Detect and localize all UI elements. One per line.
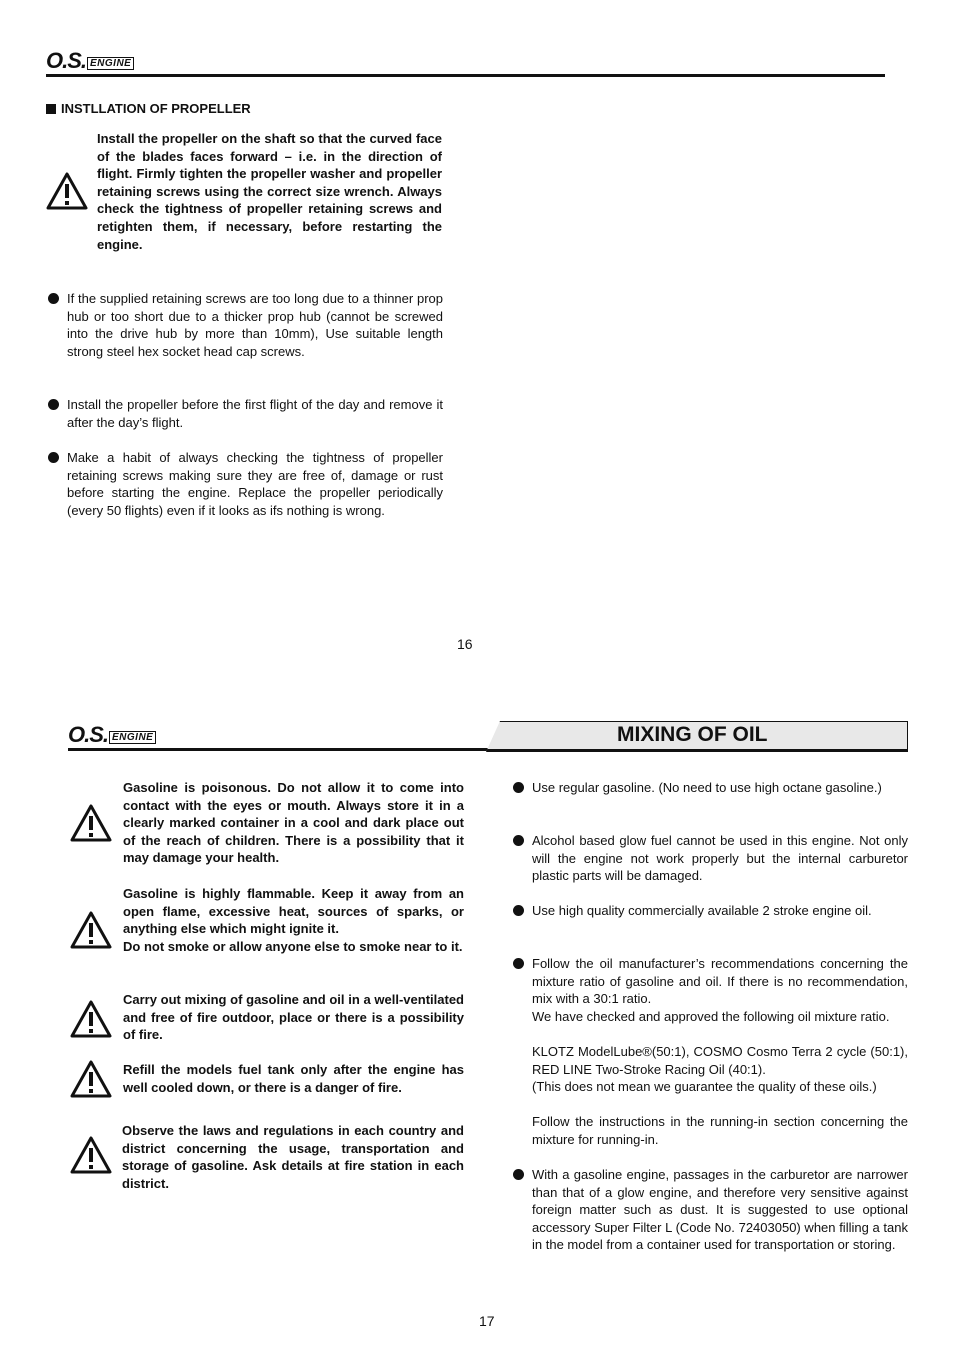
square-bullet-icon — [46, 104, 56, 114]
warning-icon — [70, 1000, 112, 1038]
bullet-text: Follow the oil manufacturer’s recommendations concerning the mixture ratio of gasoline and oil. If there is no recommendation, mix with a 30:1 ratio. — [532, 956, 908, 1007]
bullet-text: If the supplied retaining screws are too long due to a thinner prop hub or too short due to a thicker prop hub (cannot be screwed into the drive hub by more than 10mm), Use suitable length strong steel hex socket head cap screws. — [67, 291, 443, 359]
bullet-text: Make a habit of always checking the tightness of propeller retaining screws making sure they are free of, damage or rust before starting the engine. Replace the propeller periodically (every 50 flights) even if it looks as ifs nothing is wrong. — [67, 450, 443, 518]
logo-engine-text: ENGINE — [109, 731, 156, 744]
bullet-icon — [48, 399, 59, 410]
warning-text: Gasoline is poisonous. Do not allow it to come into contact with the eyes or mouth. Always store it in a clearly marked container in a cool and dark place out of the reach of children. There is a possibility that it may damage your health. — [123, 780, 464, 866]
bullet-text: Install the propeller before the first flight of the day and remove it after the day’s flight. — [67, 397, 443, 430]
header-rule — [46, 74, 885, 77]
warning-icon — [70, 1060, 112, 1098]
bullet-icon — [48, 452, 59, 463]
bullet-icon — [513, 1169, 524, 1180]
os-engine-logo — [68, 722, 156, 748]
logo-os-text: O.S. — [46, 48, 87, 73]
oil-paragraph: Follow the instructions in the running-in section concerning the mixture for running-in. — [532, 1114, 908, 1147]
warning-text: Carry out mixing of gasoline and oil in a well-ventilated and free of fire outdoor, place or there is a possibility of fire. — [123, 992, 464, 1043]
bullet-icon — [513, 905, 524, 916]
warning-text: Gasoline is highly flammable. Keep it away from an open flame, excessive heat, sources of sparks, or anything else which might ignite it. — [123, 886, 464, 937]
bullet-icon — [513, 782, 524, 793]
logo-os-text: O.S. — [68, 722, 109, 747]
bullet-text: With a gasoline engine, passages in the carburetor are narrower than that of a glow engine, and therefore very sensitive against foreign matter such as dust. It is suggested to use optional accessory Super Filter L (Code No. 72403050) when filling a tank in the model from a container used for transportation or storing. — [532, 1167, 908, 1253]
oil-paragraph: (This does not mean we guarantee the quality of these oils.) — [532, 1079, 877, 1094]
header-rule — [68, 748, 488, 751]
warning-icon — [70, 804, 112, 842]
warning-text: Refill the models fuel tank only after the engine has well cooled down, or there is a danger of fire. — [123, 1062, 464, 1095]
bullet-icon — [513, 835, 524, 846]
warning-icon — [70, 911, 112, 949]
section-title — [46, 101, 251, 116]
os-engine-logo — [46, 48, 134, 74]
bullet-text: Use high quality commercially available 2 stroke engine oil. — [532, 903, 872, 918]
bullet-icon — [48, 293, 59, 304]
page-number: 17 — [479, 1313, 495, 1329]
warning-text: Do not smoke or allow anyone else to smoke near to it. — [123, 939, 463, 954]
bullet-icon — [513, 958, 524, 969]
warning-text: Observe the laws and regulations in each country and district concerning the usage, transportation and storage of gasoline. Ask details at fire station in each district. — [122, 1123, 464, 1191]
bullet-text: Alcohol based glow fuel cannot be used in this engine. Not only will the engine not work properly but the internal carburetor plastic parts will be damaged. — [532, 833, 908, 884]
logo-engine-text: ENGINE — [87, 57, 134, 70]
page-number: 16 — [457, 636, 473, 652]
oil-paragraph: We have checked and approved the following oil mixture ratio. — [532, 1009, 890, 1024]
oil-paragraph: KLOTZ ModelLube®(50:1), COSMO Cosmo Terra 2 cycle (50:1), RED LINE Two-Stroke Racing Oil (40:1). — [532, 1044, 908, 1077]
banner-title: MIXING OF OIL — [617, 723, 768, 746]
bullet-text: Use regular gasoline. (No need to use high octane gasoline.) — [532, 780, 882, 795]
warning-icon — [46, 172, 88, 210]
warning-text: Install the propeller on the shaft so that the curved face of the blades faces forward – i.e. in the direction of flight. Firmly tighten the propeller washer and propeller retaining screws using the correct size wrench. Always check the tightness of propeller retaining screws and retighten them, if necessary, before restarting the engine. — [97, 131, 442, 252]
warning-icon — [70, 1136, 112, 1174]
section-title-text: INSTLLATION OF PROPELLER — [61, 101, 251, 116]
